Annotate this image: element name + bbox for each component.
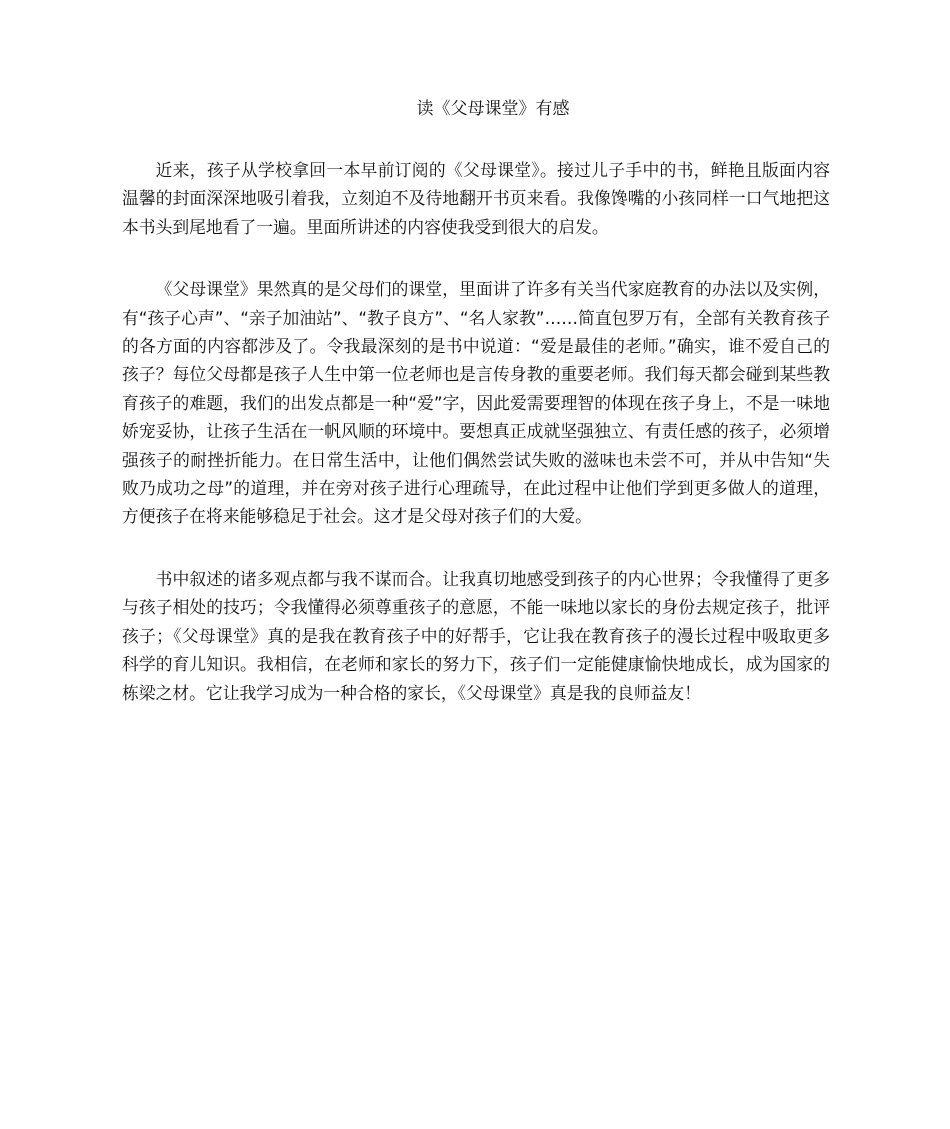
document-title: 读《父母课堂》有感: [416, 99, 570, 119]
paragraph-1: 近来，孩子从学校拿回一本早前订阅的《父母课堂》。接过儿子手中的书，鲜艳且版面内容温馨的封面深深地吸引着我，立刻迫不及待地翻开书页来看。我像馋嘴的小孩同样一口气地把这本书头到尾地看了一遍。里面所讲述的内容使我受到很大的启发。: [122, 160, 830, 237]
paragraph-3: 书中叙述的诸多观点都与我不谋而合。让我真切地感受到孩子的内心世界；令我懂得了更多与孩子相处的技巧；令我懂得必须尊重孩子的意愿，不能一味地以家长的身份去规定孩子，批评孩子；《父母课堂》真的是我在教育孩子中的好帮手，它让我在教育孩子的漫长过程中吸取更多科学的育儿知识。我相信，在老师和家长的努力下，孩子们一定能健康愉快地成长，成为国家的栋梁之材。它让我学习成为一种合格的家长，《父母课堂》真是我的良师益友！: [122, 568, 830, 703]
paragraph-2: 《父母课堂》果然真的是父母们的课堂，里面讲了许多有关当代家庭教育的办法以及实例，有“孩子心声”、“亲子加油站”、“教子良方”、“名人家教”……简直包罗万有，全部有关教育孩子的各方面的内容都涉及了。令我最深刻的是书中说道：“爱是最佳的老师。”确实，谁不爱自己的孩子？每位父母都是孩子人生中第一位老师也是言传身教的重要老师。我们每天都会碰到某些教育孩子的难题，我们的出发点都是一种“爱”字，因此爱需要理智的体现在孩子身上，不是一味地娇宠妥协，让孩子生活在一帆风顺的环境中。要想真正成就坚强独立、有责任感的孩子，必须增强孩子的耐挫折能力。在日常生活中，让他们偶然尝试失败的滋味也未尝不可，并从中告知“失败乃成功之母”的道理，并在旁对孩子进行心理疏导，在此过程中让他们学到更多做人的道理，方便孩子在将来能够稳足于社会。这才是父母对孩子们的大爱。: [122, 279, 830, 527]
document-body: [122, 156, 830, 707]
